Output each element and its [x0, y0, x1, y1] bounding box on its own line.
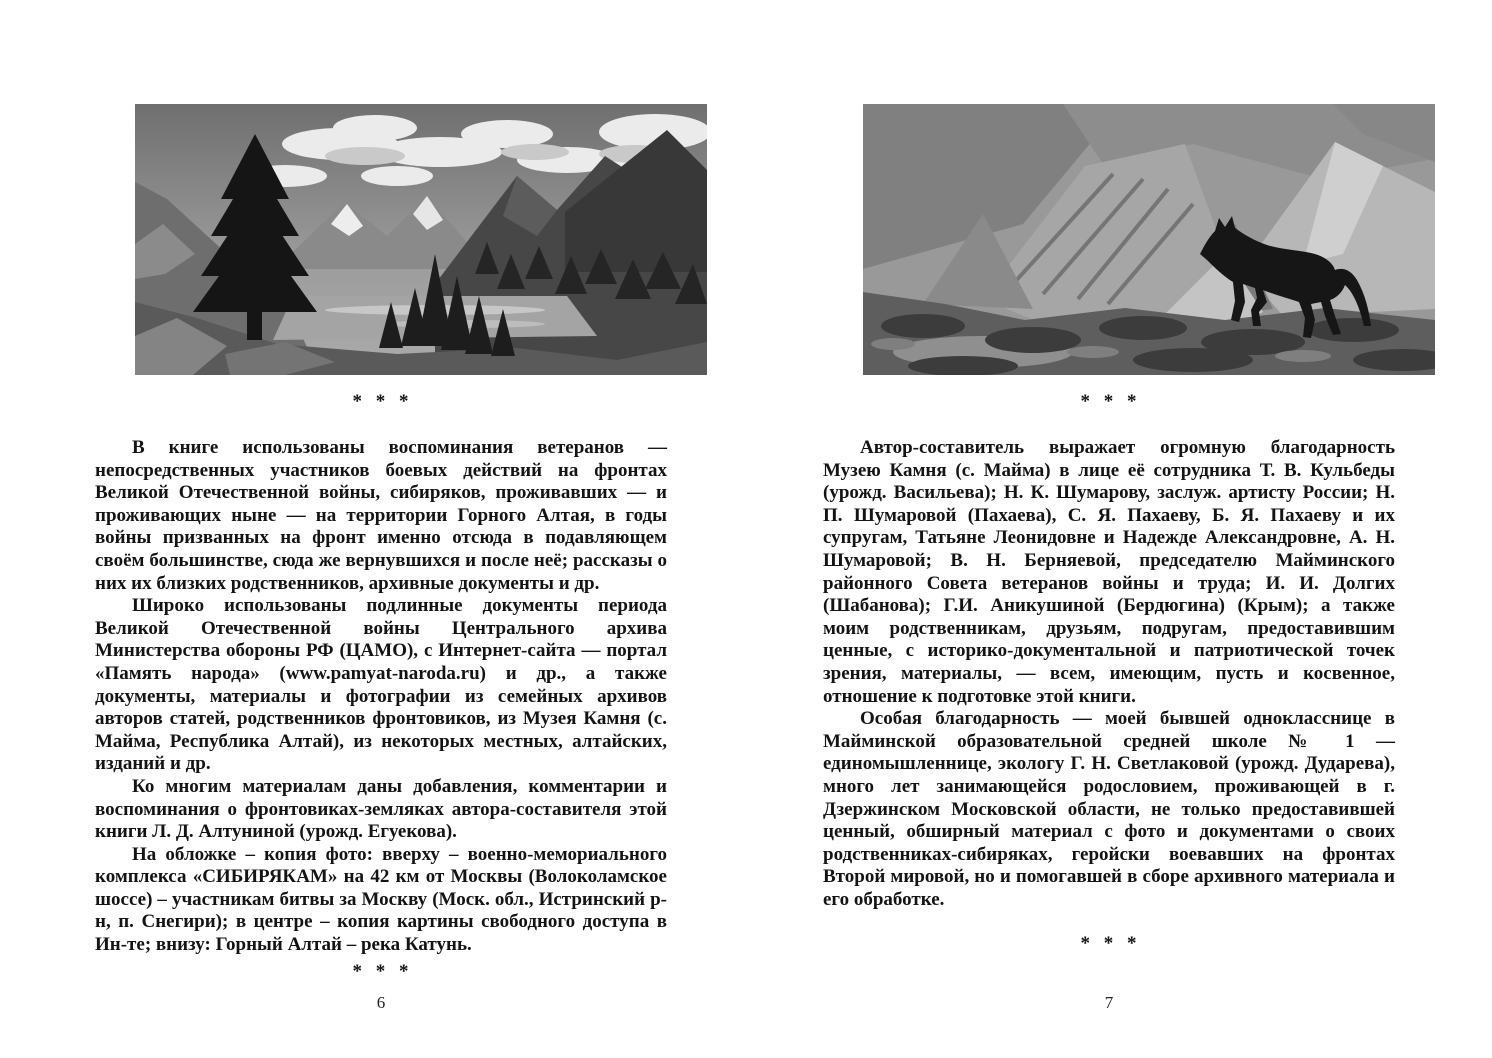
right-page-text	[823, 437, 1395, 911]
paragraph: В книге использованы воспоминания ветеранов — непосредственных участников боевых действий на фронтах Великой Отечественной войны, сибиряков, проживавших — и проживающих ныне — на территории Горного Алтая, в годы войны призванных на фронт именно отсюда в подавляющем своём большинстве, сюда же вернувшихся и после неё; рассказы о них их близких родственников, архивные документы и др.	[95, 437, 667, 594]
asterisk-separator-top: * * *	[1080, 391, 1138, 412]
paragraph: Особая благодарность — моей бывшей однокласснице в Майминской образовательной средней школе № 1 — единомышленнице, экологу Г. Н. Светлаковой (урожд. Дударева), много лет занимающейся родословием, проживающей в г. Дзержинском Московской области, не только предоставившей ценный, обширный материал с фото и документами о своих родственниках-сибиряках, геройски воевавших на фронтах Второй мировой, но и помогавшей в сборе архивного материала и его обработке.	[823, 708, 1395, 910]
paragraph: Ко многим материалам даны добавления, комментарии и воспоминания о фронтовиках-земляках автора-составителя этой книги Л. Д. Алтуниной (урожд. Егуекова).	[95, 775, 667, 843]
paragraph: Широко использованы подлинные документы периода Великой Отечественной войны Центрального архива Министерства обороны РФ (ЦАМО), с Интернет-сайта — портал «Память народа» (www.pamyat-naroda.ru) и др., а также документы, материалы и фотографии из семейных архивов авторов статей, родственников фронтовиков, из Музея Камня (с. Майма, Республика Алтай), из некоторых местных, алтайских, изданий и др.	[95, 595, 667, 775]
page-number: 6	[376, 993, 386, 1012]
horse-mountains-illustration	[863, 104, 1435, 375]
asterisk-separator-top: * * *	[352, 391, 410, 412]
asterisk-separator-bottom: * * *	[352, 960, 410, 982]
page-number: 7	[1104, 993, 1114, 1012]
mountain-lake-illustration	[135, 104, 707, 375]
paragraph: На обложке – копия фото: вверху – военно-мемориального комплекса «СИБИРЯКАМ» на 42 км от Москвы (Волоколамское шоссе) – участникам битвы за Москву (Моск. обл., Истринский р-н, п. Снегири); в центре – копия картины свободного доступа в Ин-те; внизу: Горный Алтай – река Катунь.	[95, 843, 667, 956]
right-page	[823, 0, 1395, 1058]
horse-in-mountains-photo	[863, 104, 1435, 375]
mountain-lake-photo	[135, 104, 707, 375]
paragraph: Автор-составитель выражает огромную благодарность Музею Камня (с. Майма) в лице её сотрудника Т. В. Кульбеды (урожд. Васильева); Н. К. Шумарову, заслуж. артисту России; Н. П. Шумаровой (Пахаева), С. Я. Пахаеву, Б. Я. Пахаеву и их супругам, Татьяне Леонидовне и Надежде Александровне, А. Н. Шумаровой; В. Н. Берняевой, председателю Майминского районного Совета ветеранов войны и труда; И. И. Долгих (Шабанова); Г.И. Аникушиной (Бердюгина) (Крым); а также моим родственникам, друзьям, подругам, предоставившим ценные, с историко-документальной и патриотической точек зрения, материалы, — всем, имеющим, пусть и косвенное, отношение к подготовке этой книги.	[823, 437, 1395, 707]
left-page	[95, 0, 667, 1058]
asterisk-separator-bottom: * * *	[1080, 933, 1138, 955]
left-page-text	[95, 437, 667, 957]
